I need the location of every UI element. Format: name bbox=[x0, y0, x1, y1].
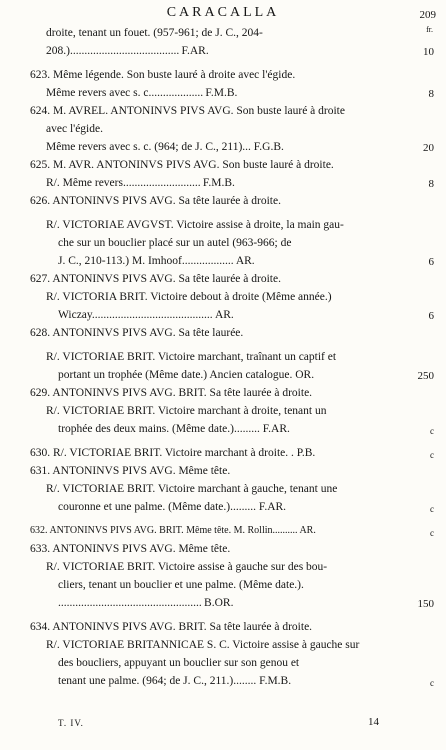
line-text: J. C., 210-113.) M. Imhoof.................. AR. bbox=[58, 255, 255, 267]
price-value: 20 bbox=[423, 142, 434, 154]
line-text: 634. ANTONINVS PIVS AVG. BRIT. Sa tête laurée à droite. bbox=[30, 621, 313, 633]
line-text: 633. ANTONINVS PIVS AVG. Même tête. bbox=[30, 543, 231, 555]
price-value: c bbox=[430, 426, 434, 436]
catalog-line bbox=[0, 421, 446, 439]
line-text: 632. ANTONINVS PIVS AVG. BRIT. Même tête. M. Rollin.......... AR. bbox=[30, 525, 316, 536]
catalog-line bbox=[0, 637, 446, 655]
catalog-line bbox=[0, 367, 446, 385]
running-title: CARACALLA bbox=[166, 5, 280, 20]
catalog-line bbox=[0, 121, 446, 139]
line-text: couronne et une palme. (Même date.)......... F.AR. bbox=[58, 501, 287, 513]
line-text: portant un trophée (Même date.) Ancien catalogue. OR. bbox=[58, 369, 315, 381]
line-text: 631. ANTONINVS PIVS AVG. Même tête. bbox=[30, 465, 231, 477]
line-text: R/. VICTORIA BRIT. Victoire debout à droite (Même année.) bbox=[46, 291, 332, 303]
line-text: R/. VICTORIAE AVGVST. Victoire assise à droite, la main gau- bbox=[46, 219, 344, 231]
price-value: 8 bbox=[428, 178, 434, 190]
page-footer bbox=[0, 712, 446, 736]
catalog-line bbox=[0, 385, 446, 403]
catalog-line bbox=[0, 25, 446, 43]
line-text: droite, tenant un fouet. (957-961; de J. C., 204- bbox=[46, 27, 263, 39]
catalog-line bbox=[0, 541, 446, 559]
catalog-line bbox=[0, 43, 446, 61]
catalog-line bbox=[0, 463, 446, 481]
line-text: 628. ANTONINVS PIVS AVG. Sa tête laurée. bbox=[30, 327, 244, 339]
price-value: 8 bbox=[428, 88, 434, 100]
catalog-line bbox=[0, 619, 446, 637]
price-value: 250 bbox=[417, 370, 434, 382]
catalog-line bbox=[0, 481, 446, 499]
catalog-line bbox=[0, 253, 446, 271]
line-text: 625. M. AVR. ANTONINVS PIVS AVG. Son buste lauré à droite. bbox=[30, 159, 334, 171]
line-text: 629. ANTONINVS PIVS AVG. BRIT. Sa tête laurée à droite. bbox=[30, 387, 313, 399]
catalog-line bbox=[0, 523, 446, 541]
catalog-line bbox=[0, 175, 446, 193]
catalog-line bbox=[0, 103, 446, 121]
line-text: trophée des deux mains. (Même date.)......... F.AR. bbox=[58, 423, 290, 435]
line-text: R/. VICTORIAE BRITANNICAE S. C. Victoire assise à gauche sur bbox=[46, 639, 360, 651]
line-text: 630. R/. VICTORIAE BRIT. Victoire marchant à droite. . P.B. bbox=[30, 447, 316, 459]
catalog-entries bbox=[0, 25, 446, 691]
catalog-line bbox=[0, 559, 446, 577]
line-text: R/. VICTORIAE BRIT. Victoire marchant à droite, tenant un bbox=[46, 405, 327, 417]
price-value: c bbox=[430, 678, 434, 688]
signature-mark: 14 bbox=[368, 716, 379, 728]
line-text: 208.)...................................... F.AR. bbox=[46, 45, 209, 57]
catalog-line bbox=[0, 67, 446, 85]
catalog-line bbox=[0, 307, 446, 325]
line-text: R/. VICTORIAE BRIT. Victoire marchant, traînant un captif et bbox=[46, 351, 337, 363]
catalog-line bbox=[0, 289, 446, 307]
price-value: c bbox=[430, 450, 434, 460]
line-text: R/. VICTORIAE BRIT. Victoire assise à gauche sur des bou- bbox=[46, 561, 328, 573]
catalog-line bbox=[0, 271, 446, 289]
line-text: avec l'égide. bbox=[46, 123, 103, 135]
catalog-line bbox=[0, 85, 446, 103]
line-text: 623. Même légende. Son buste lauré à droite avec l'égide. bbox=[30, 69, 296, 81]
line-text: 626. ANTONINVS PIVS AVG. Sa tête laurée à droite. bbox=[30, 195, 281, 207]
catalog-line bbox=[0, 349, 446, 367]
catalog-line bbox=[0, 673, 446, 691]
price-value: 6 bbox=[428, 310, 434, 322]
price-unit-label: fr. bbox=[426, 25, 433, 34]
catalog-line bbox=[0, 577, 446, 595]
volume-mark: T. IV. bbox=[58, 718, 84, 728]
catalog-line bbox=[0, 193, 446, 211]
line-text: tenant une palme. (964; de J. C., 211.)........ F.M.B. bbox=[58, 675, 292, 687]
catalog-line bbox=[0, 157, 446, 175]
catalog-line bbox=[0, 235, 446, 253]
catalog-line bbox=[0, 499, 446, 517]
catalog-line bbox=[0, 217, 446, 235]
line-text: Wiczay.......................................... AR. bbox=[58, 309, 234, 321]
line-text: .................................................. B.OR. bbox=[58, 597, 234, 609]
catalog-line bbox=[0, 325, 446, 343]
catalog-line bbox=[0, 595, 446, 613]
price-value: 6 bbox=[428, 256, 434, 268]
catalog-line bbox=[0, 403, 446, 421]
line-text: Même revers avec s. c................... F.M.B. bbox=[46, 87, 238, 99]
line-text: des boucliers, appuyant un bouclier sur son genou et bbox=[58, 657, 300, 669]
catalog-line bbox=[0, 139, 446, 157]
line-text: che sur un bouclier placé sur un autel (963-966; de bbox=[58, 237, 292, 249]
price-value: 150 bbox=[417, 598, 434, 610]
price-value: c bbox=[430, 504, 434, 514]
page-number: 209 bbox=[419, 9, 436, 21]
line-text: R/. Même revers........................... F.M.B. bbox=[46, 177, 235, 189]
price-value: c bbox=[430, 528, 434, 538]
catalog-line bbox=[0, 445, 446, 463]
line-text: 624. M. AVREL. ANTONINVS PIVS AVG. Son buste lauré à droite bbox=[30, 105, 345, 117]
line-text: 627. ANTONINVS PIVS AVG. Sa tête laurée à droite. bbox=[30, 273, 281, 285]
line-text: cliers, tenant un bouclier et une palme. (Même date.). bbox=[58, 579, 304, 591]
line-text: Même revers avec s. c. (964; de J. C., 211)... F.G.B. bbox=[46, 141, 284, 153]
price-value: 10 bbox=[423, 46, 434, 58]
line-text: R/. VICTORIAE BRIT. Victoire marchant à gauche, tenant une bbox=[46, 483, 338, 495]
catalog-line bbox=[0, 655, 446, 673]
